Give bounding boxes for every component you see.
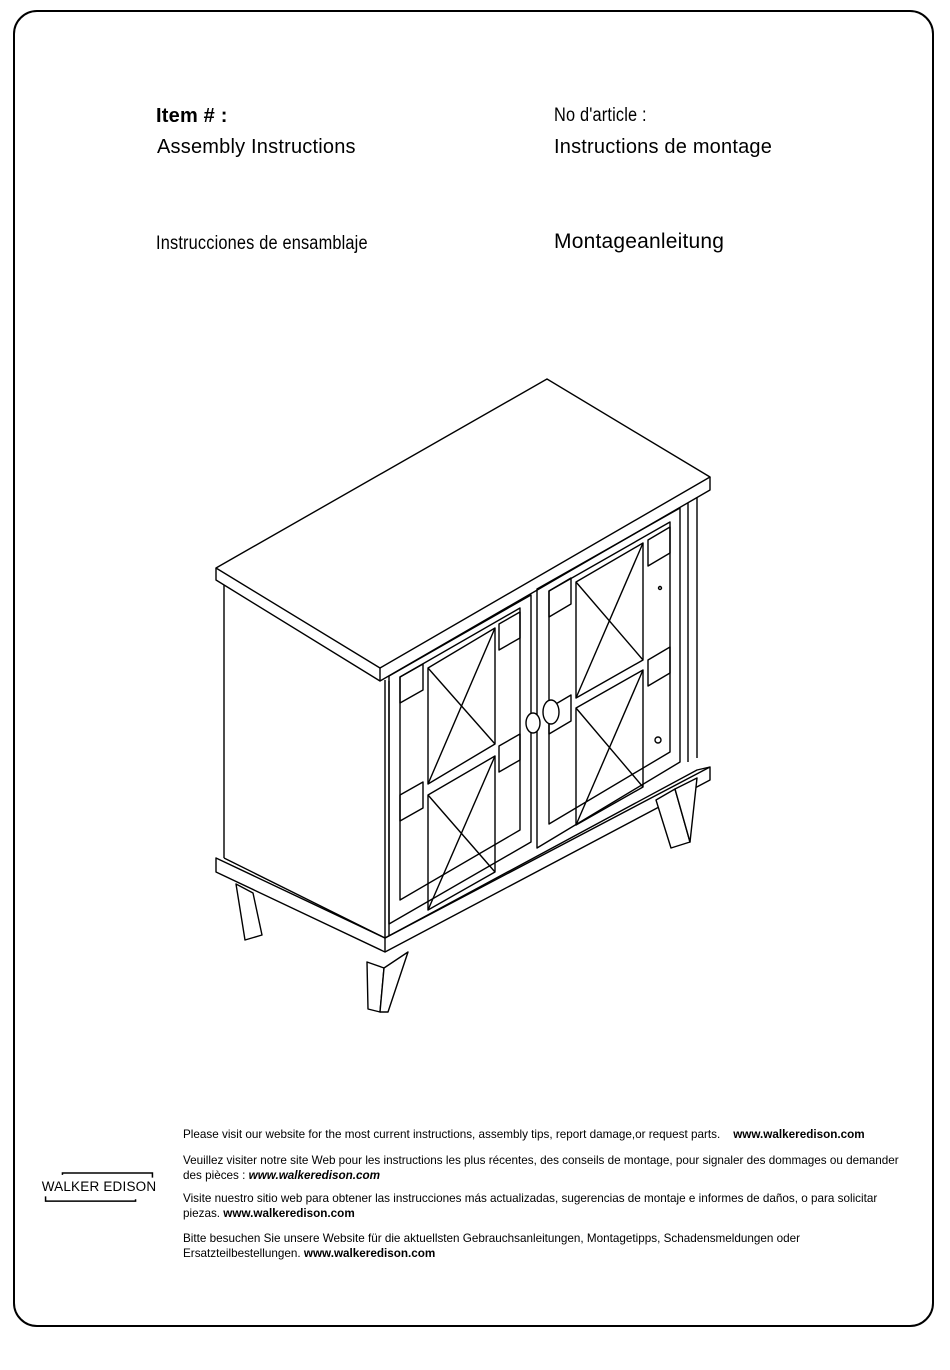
- assembly-instructions-en: Assembly Instructions: [157, 136, 356, 158]
- notice-en: [183, 1127, 910, 1142]
- item-number-label-fr: No d'article :: [554, 105, 647, 126]
- cabinet-line-drawing-icon: [205, 370, 725, 1020]
- notice-de-text: Bitte besuchen Sie unsere Website für die aktuellsten Gebrauchsanleitungen, Montagetipps, Schadensmeldungen oder Ersatzteilbestellungen.: [183, 1232, 801, 1260]
- assembly-instructions-fr: Instructions de montage: [554, 136, 773, 158]
- notice-es-url[interactable]: www.walkeredison.com: [223, 1207, 355, 1220]
- notice-fr-text: Veuillez visiter notre site Web pour les instructions les plus récentes, des conseils de montage, pour signaler des dommages ou demander des pièces :: [183, 1154, 899, 1182]
- notice-es-text: Visite nuestro sitio web para obtener las instrucciones más actualizadas, sugerencias de montaje e informes de daños, o para solicitar piezas.: [183, 1192, 878, 1220]
- notice-en-url[interactable]: www.walkeredison.com: [733, 1128, 865, 1141]
- notice-en-text: Please visit our website for the most current instructions, assembly tips, report damage,or request parts.: [183, 1128, 721, 1141]
- notice-de: [183, 1231, 910, 1261]
- notice-de-url[interactable]: www.walkeredison.com: [303, 1247, 436, 1260]
- assembly-instructions-de: Montageanleitung: [554, 230, 725, 253]
- notice-es: [183, 1191, 910, 1221]
- notice-fr-url[interactable]: www.walkeredison.com: [248, 1169, 381, 1182]
- notice-fr: [183, 1153, 910, 1183]
- logo-text: WALKER EDISON: [41, 1179, 157, 1194]
- assembly-instructions-es: Instrucciones de ensamblaje: [156, 233, 368, 254]
- item-number-label-en: Item # :: [156, 105, 228, 127]
- walker-edison-logo: [40, 1172, 158, 1204]
